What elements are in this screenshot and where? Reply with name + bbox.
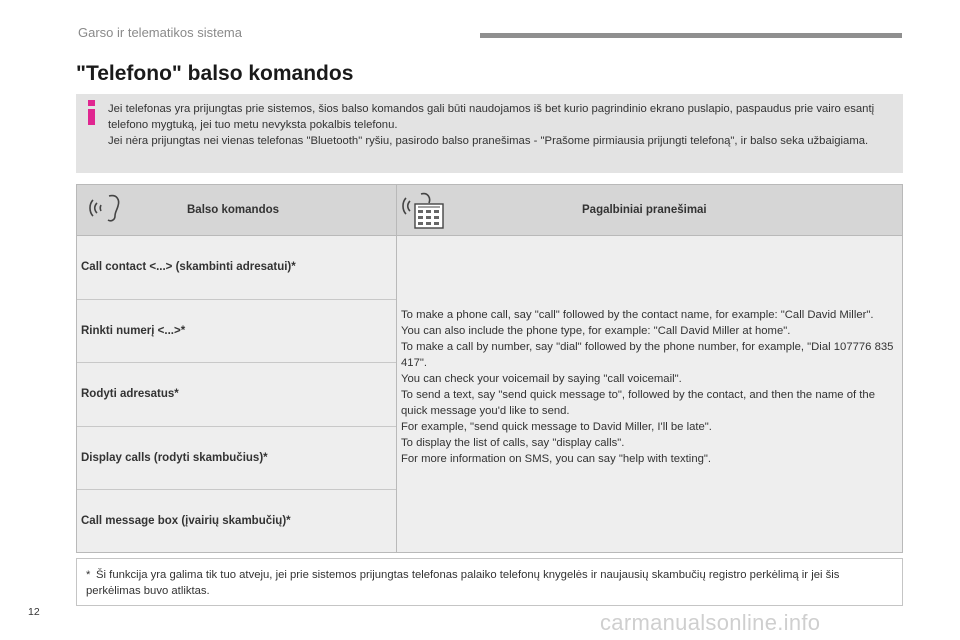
- help-line: For example, "send quick message to David Miller, I'll be late".: [401, 421, 712, 433]
- table-header-help: [397, 185, 902, 235]
- footnote: [86, 567, 886, 599]
- page-title: "Telefono" balso komandos: [76, 62, 354, 85]
- footnote-marker: *: [86, 569, 91, 581]
- page-number: 12: [28, 606, 40, 618]
- watermark: carmanualsonline.info: [600, 610, 821, 635]
- command-row: [77, 236, 396, 299]
- table-header-label: Pagalbiniai pranešimai: [582, 204, 707, 216]
- table-header-label: Balso komandos: [187, 204, 280, 216]
- help-line: For more information on SMS, you can say "help with texting".: [401, 453, 712, 465]
- table-header-commands: [77, 185, 397, 235]
- command-row: [77, 489, 396, 552]
- voice-help-icon: [401, 192, 447, 230]
- info-paragraph: Jei telefonas yra prijungtas prie sistemos, šios balso komandos gali būti naudojamos iš bet kurio pagrindinio ekrano puslapio, paspaudus prie vairo esantį telefono mygtuką, jei tuo metu nevyksta pokalbis telefonu.: [108, 103, 875, 131]
- help-line: To send a text, say "send quick message to", followed by the contact, and then the name of the quick message you'd like to send.: [401, 389, 875, 417]
- info-icon: [84, 100, 100, 126]
- help-line: To make a phone call, say "call" followed by the contact name, for example: "Call David Miller".: [401, 309, 874, 321]
- info-text: [108, 101, 894, 149]
- footnote-text: Ši funkcija yra galima tik tuo atveju, jei prie sistemos prijungtas telefonas palaiko telefonų knygelės ir naujausių skambučių registro perkėlimą ir jei šis perkėlimas buvo atliktas.: [86, 569, 840, 597]
- help-column: [397, 235, 902, 552]
- help-line: You can check your voicemail by saying "call voicemail".: [401, 373, 682, 385]
- command-label: Call contact <...> (skambinti adresatui)*: [81, 261, 296, 273]
- help-line: You can also include the phone type, for example: "Call David Miller at home".: [401, 325, 791, 337]
- help-line: To make a call by number, say "dial" followed by the phone number, for example, "Dial 107776 835 417".: [401, 341, 894, 369]
- section-title: Garso ir telematikos sistema: [78, 25, 242, 40]
- command-row: [77, 299, 396, 362]
- header-rule: [480, 33, 902, 38]
- command-label: Display calls (rodyti skambučius)*: [81, 451, 268, 464]
- help-text: [401, 307, 901, 467]
- help-line: To display the list of calls, say "display calls".: [401, 437, 625, 449]
- command-row: [77, 362, 396, 425]
- voice-command-icon: [87, 192, 127, 228]
- command-label: Rinkti numerį <...>*: [81, 325, 186, 338]
- command-row: [77, 426, 396, 489]
- commands-column: [77, 235, 397, 552]
- voice-commands-table: [76, 184, 903, 553]
- command-label: Rodyti adresatus*: [81, 388, 179, 401]
- info-paragraph: Jei nėra prijungtas nei vienas telefonas "Bluetooth" ryšiu, pasirodo balso pranešimas - "Prašome pirmiausia prijungti telefoną", ir balso seka užbaigiama.: [108, 135, 869, 147]
- command-label: Call message box (įvairių skambučių)*: [81, 514, 291, 527]
